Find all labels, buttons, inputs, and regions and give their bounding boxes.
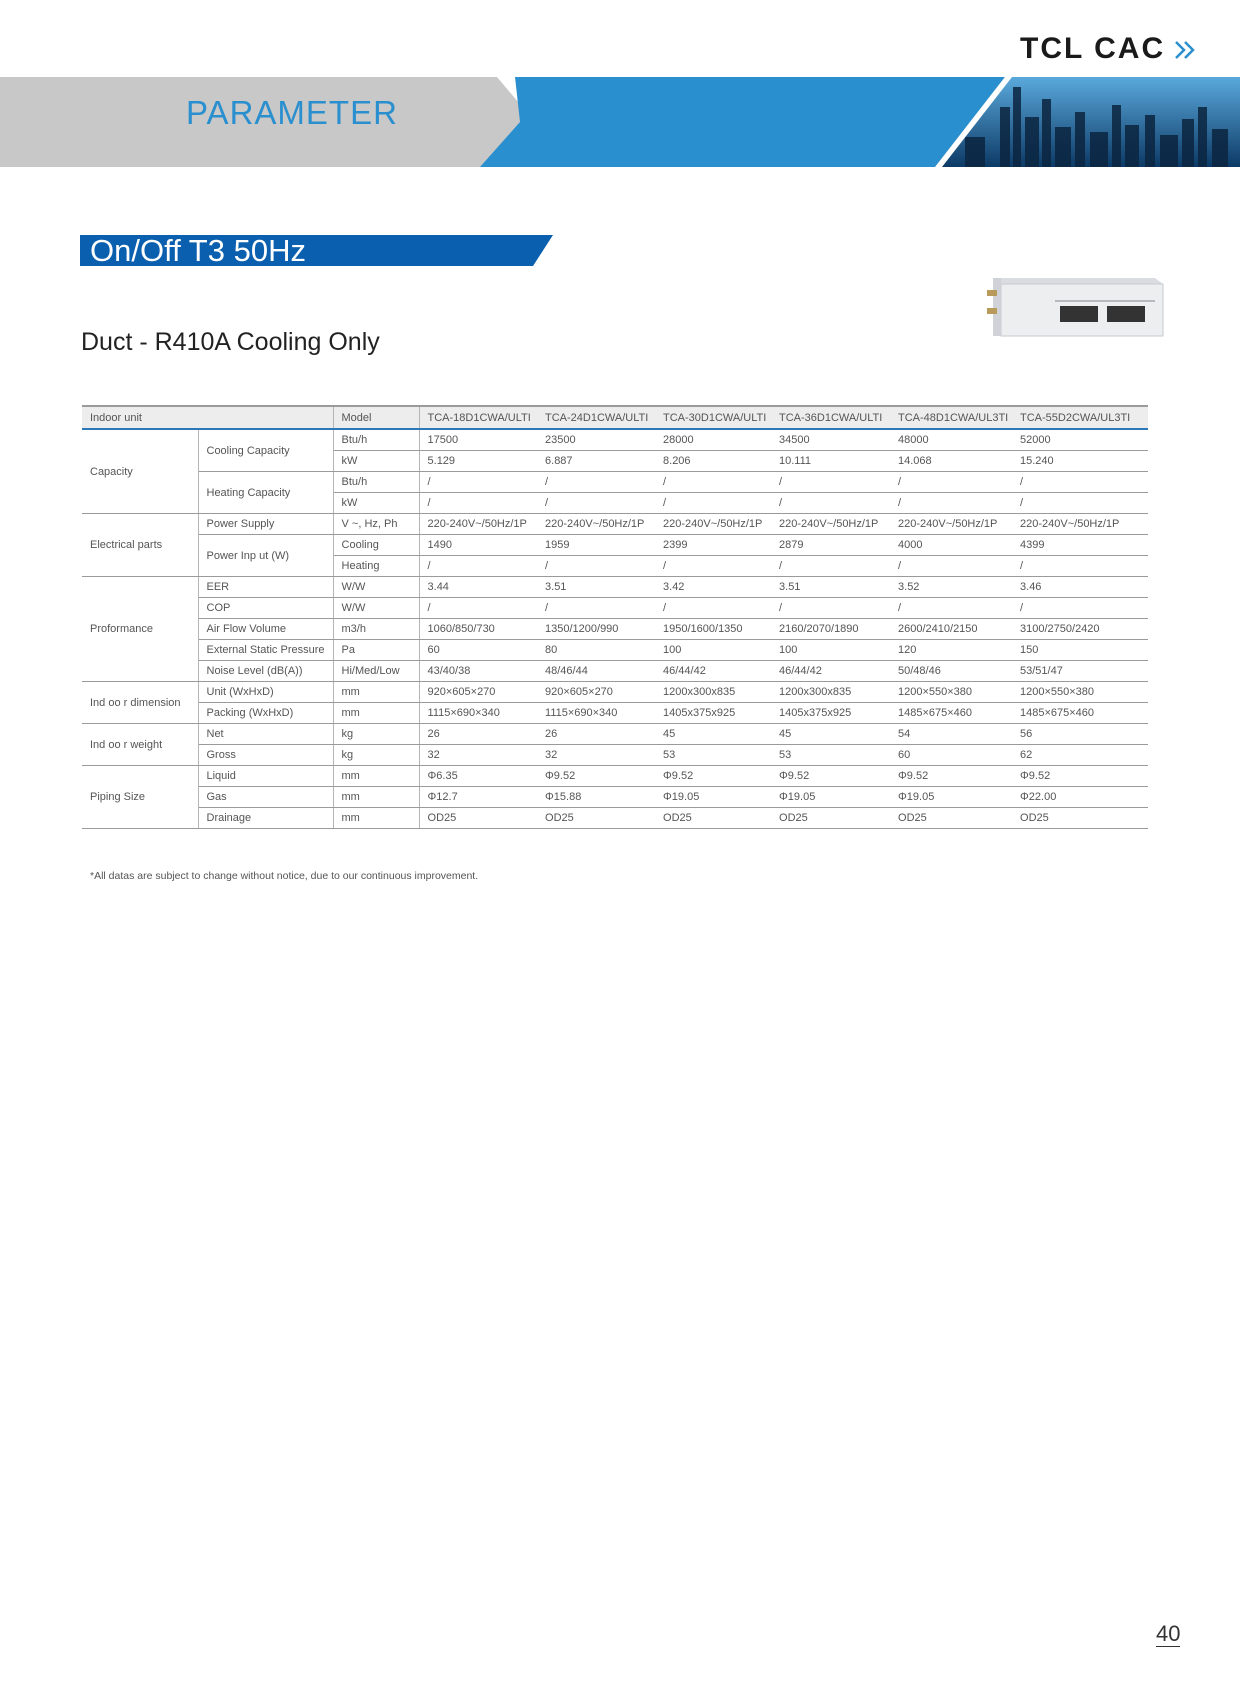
value-cell: 56 [1012,724,1148,745]
value-cell: 1060/850/730 [419,619,537,640]
table-row [82,535,1148,556]
value-cell: Φ9.52 [771,766,890,787]
value-cell: Φ9.52 [890,766,1012,787]
value-cell: 1490 [419,535,537,556]
unit-label: mm [333,808,419,829]
group-label: Ind oo r dimension [82,682,198,724]
value-cell: Φ12.7 [419,787,537,808]
value-cell: / [771,556,890,577]
model-header: TCA-24D1CWA/ULTI [537,406,655,429]
value-cell: OD25 [655,808,771,829]
value-cell: 45 [655,724,771,745]
unit-label: Pa [333,640,419,661]
feature-label: Drainage [198,808,333,829]
value-cell: / [1012,556,1148,577]
value-cell: OD25 [1012,808,1148,829]
value-cell: 2879 [771,535,890,556]
value-cell: 1200x300x835 [655,682,771,703]
value-cell: 1405x375x925 [771,703,890,724]
value-cell: 32 [537,745,655,766]
section-title: On/Off T3 50Hz [90,233,306,268]
value-cell: 54 [890,724,1012,745]
value-cell: Φ15.88 [537,787,655,808]
unit-label: kW [333,493,419,514]
value-cell: 80 [537,640,655,661]
value-cell: 48000 [890,429,1012,451]
unit-label: W/W [333,598,419,619]
value-cell: / [419,493,537,514]
value-cell: 8.206 [655,451,771,472]
value-cell: 1115×690×340 [419,703,537,724]
value-cell: 26 [537,724,655,745]
unit-label: Cooling [333,535,419,556]
value-cell: 120 [890,640,1012,661]
feature-label: Packing (WxHxD) [198,703,333,724]
value-cell: 3.52 [890,577,1012,598]
value-cell: Φ9.52 [655,766,771,787]
value-cell: OD25 [537,808,655,829]
value-cell: 220-240V~/50Hz/1P [771,514,890,535]
value-cell: / [655,598,771,619]
value-cell: 28000 [655,429,771,451]
feature-label: Noise Level (dB(A)) [198,661,333,682]
feature-label: Heating Capacity [198,472,333,514]
value-cell: 1485×675×460 [890,703,1012,724]
group-label: Piping Size [82,766,198,829]
value-cell: 220-240V~/50Hz/1P [655,514,771,535]
value-cell: OD25 [771,808,890,829]
table-row [82,808,1148,829]
value-cell: / [890,493,1012,514]
value-cell: 46/44/42 [655,661,771,682]
table-row [82,429,1148,451]
table-header-row [82,406,1148,429]
value-cell: 220-240V~/50Hz/1P [419,514,537,535]
unit-label: m3/h [333,619,419,640]
brand-logo-text: TCL CAC [1020,32,1166,65]
value-cell: / [419,472,537,493]
value-cell: 3100/2750/2420 [1012,619,1148,640]
value-cell: 1405x375x925 [655,703,771,724]
value-cell: 920×605×270 [419,682,537,703]
unit-label: mm [333,703,419,724]
group-label: Proformance [82,577,198,682]
value-cell: 5.129 [419,451,537,472]
model-header: TCA-18D1CWA/ULTI [419,406,537,429]
value-cell: 52000 [1012,429,1148,451]
value-cell: Φ19.05 [655,787,771,808]
value-cell: / [1012,598,1148,619]
table-row [82,472,1148,493]
group-label: Ind oo r weight [82,724,198,766]
value-cell: / [890,556,1012,577]
value-cell: / [655,493,771,514]
value-cell: 3.42 [655,577,771,598]
value-cell: 4399 [1012,535,1148,556]
table-row [82,682,1148,703]
value-cell: OD25 [419,808,537,829]
group-label: Electrical parts [82,514,198,577]
value-cell: 43/40/38 [419,661,537,682]
value-cell: 34500 [771,429,890,451]
value-cell: / [655,472,771,493]
value-cell: / [419,556,537,577]
value-cell: / [655,556,771,577]
value-cell: 1350/1200/990 [537,619,655,640]
table-row [82,619,1148,640]
value-cell: Φ19.05 [771,787,890,808]
value-cell: 3.51 [771,577,890,598]
page-number: 40 [1156,1621,1181,1646]
value-cell: 1950/1600/1350 [655,619,771,640]
table-row [82,787,1148,808]
unit-label: mm [333,682,419,703]
feature-label: Cooling Capacity [198,429,333,472]
feature-label: EER [198,577,333,598]
value-cell: / [771,472,890,493]
value-cell: 2160/2070/1890 [771,619,890,640]
unit-label: Btu/h [333,472,419,493]
value-cell: 220-240V~/50Hz/1P [1012,514,1148,535]
unit-label: W/W [333,577,419,598]
unit-label: kg [333,724,419,745]
value-cell: 100 [771,640,890,661]
value-cell: / [537,598,655,619]
value-cell: 48/46/44 [537,661,655,682]
table-row [82,766,1148,787]
value-cell: 4000 [890,535,1012,556]
table-row [82,640,1148,661]
feature-label: Power Inp ut (W) [198,535,333,577]
spec-table [82,405,1148,829]
value-cell: 220-240V~/50Hz/1P [890,514,1012,535]
value-cell: 23500 [537,429,655,451]
value-cell: 1959 [537,535,655,556]
value-cell: 3.46 [1012,577,1148,598]
value-cell: 1485×675×460 [1012,703,1148,724]
value-cell: 60 [890,745,1012,766]
feature-label: Net [198,724,333,745]
header-model: Model [333,406,419,429]
value-cell: 60 [419,640,537,661]
value-cell: Φ6.35 [419,766,537,787]
unit-label: kW [333,451,419,472]
product-subtitle: Duct - R410A Cooling Only [81,328,380,356]
unit-label: Btu/h [333,429,419,451]
footnote: *All datas are subject to change without notice, due to our continuous improvement. [90,870,479,882]
model-header: TCA-36D1CWA/ULTI [771,406,890,429]
value-cell: / [1012,493,1148,514]
model-header: TCA-55D2CWA/UL3TI [1012,406,1148,429]
value-cell: Φ9.52 [1012,766,1148,787]
value-cell: 46/44/42 [771,661,890,682]
value-cell: 150 [1012,640,1148,661]
unit-label: mm [333,766,419,787]
table-row [82,577,1148,598]
value-cell: 1200×550×380 [890,682,1012,703]
feature-label: External Static Pressure [198,640,333,661]
value-cell: 220-240V~/50Hz/1P [537,514,655,535]
value-cell: 17500 [419,429,537,451]
value-cell: / [419,598,537,619]
table-row [82,661,1148,682]
feature-label: COP [198,598,333,619]
duct-unit-product-image [985,270,1170,345]
value-cell: 50/48/46 [890,661,1012,682]
table-row [82,598,1148,619]
feature-label: Power Supply [198,514,333,535]
value-cell: / [771,493,890,514]
value-cell: / [537,493,655,514]
unit-label: Heating [333,556,419,577]
value-cell: 2399 [655,535,771,556]
value-cell: / [890,598,1012,619]
value-cell: 32 [419,745,537,766]
value-cell: 26 [419,724,537,745]
value-cell: / [771,598,890,619]
table-row [82,703,1148,724]
value-cell: 15.240 [1012,451,1148,472]
value-cell: Φ9.52 [537,766,655,787]
value-cell: 6.887 [537,451,655,472]
value-cell: 920×605×270 [537,682,655,703]
value-cell: / [537,556,655,577]
group-label: Capacity [82,429,198,514]
double-chevron-right-icon [1174,36,1198,64]
unit-label: Hi/Med/Low [333,661,419,682]
model-header: TCA-48D1CWA/UL3TI [890,406,1012,429]
value-cell: 1200x300x835 [771,682,890,703]
value-cell: 2600/2410/2150 [890,619,1012,640]
value-cell: 53 [655,745,771,766]
value-cell: 53/51/47 [1012,661,1148,682]
model-header: TCA-30D1CWA/ULTI [655,406,771,429]
unit-label: kg [333,745,419,766]
feature-label: Gross [198,745,333,766]
value-cell: Φ19.05 [890,787,1012,808]
value-cell: 3.51 [537,577,655,598]
feature-label: Air Flow Volume [198,619,333,640]
value-cell: 3.44 [419,577,537,598]
table-row [82,745,1148,766]
unit-label: V ~, Hz, Ph [333,514,419,535]
unit-label: mm [333,787,419,808]
feature-label: Unit (WxHxD) [198,682,333,703]
table-row [82,514,1148,535]
value-cell: 62 [1012,745,1148,766]
value-cell: 1200×550×380 [1012,682,1148,703]
value-cell: 100 [655,640,771,661]
banner-title: PARAMETER [186,94,398,131]
value-cell: 45 [771,724,890,745]
value-cell: 53 [771,745,890,766]
value-cell: / [1012,472,1148,493]
value-cell: 14.068 [890,451,1012,472]
value-cell: 10.111 [771,451,890,472]
header-indoor-unit: Indoor unit [82,406,333,429]
value-cell: / [890,472,1012,493]
value-cell: 1115×690×340 [537,703,655,724]
value-cell: Φ22.00 [1012,787,1148,808]
feature-label: Gas [198,787,333,808]
table-row [82,724,1148,745]
value-cell: OD25 [890,808,1012,829]
feature-label: Liquid [198,766,333,787]
value-cell: / [537,472,655,493]
